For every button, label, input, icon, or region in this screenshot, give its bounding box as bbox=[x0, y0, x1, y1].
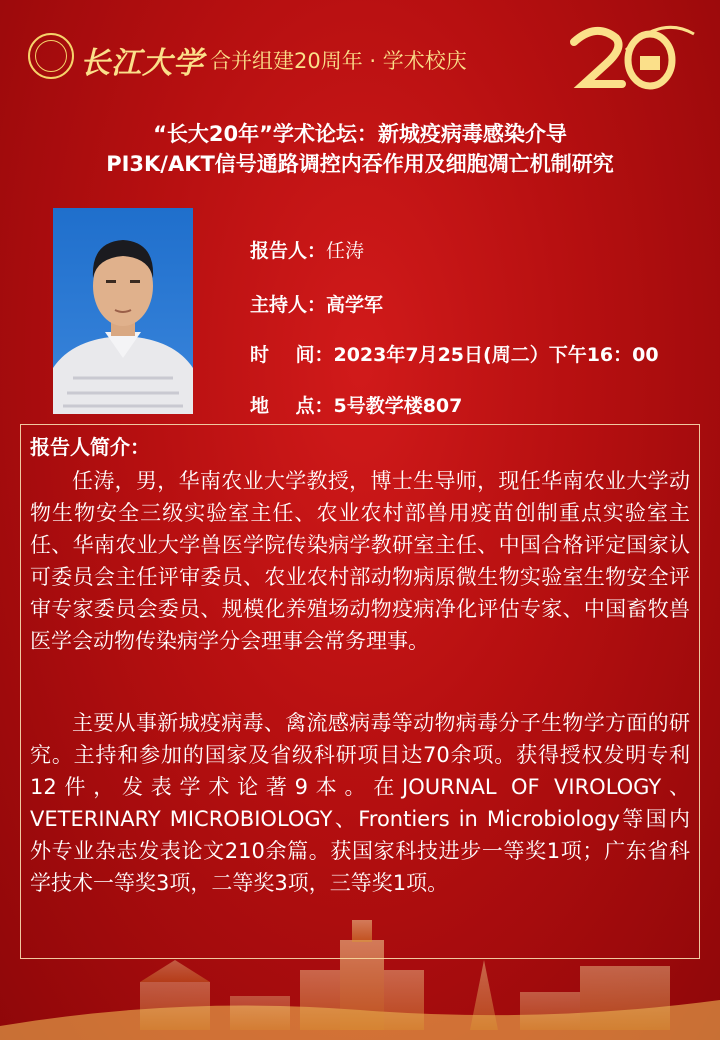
university-name: 长江大学 bbox=[80, 46, 204, 81]
university-seal-icon bbox=[28, 33, 74, 79]
time-row bbox=[250, 340, 659, 367]
host-value: 高学军 bbox=[326, 294, 384, 316]
place-label: 地 点： bbox=[250, 395, 334, 417]
host-label: 主持人： bbox=[250, 294, 327, 316]
place-value: 5号教学楼807 bbox=[333, 395, 463, 417]
intro-heading: 报告人简介： bbox=[30, 435, 150, 459]
campus-skyline-decoration bbox=[0, 900, 720, 1040]
reporter-value: 任涛 bbox=[326, 240, 365, 262]
intro-box bbox=[20, 424, 700, 959]
time-value: 2023年7月25日(周二）下午16：00 bbox=[333, 344, 659, 366]
title-line-1: “长大20年”学术论坛：新城疫病毒感染介导 bbox=[153, 122, 567, 146]
reporter-label: 报告人： bbox=[250, 240, 327, 262]
intro-paragraph-1: 任涛，男，华南农业大学教授，博士生导师，现任华南农业大学动物生物安全三级实验室主任、农业农村部兽用疫苗创制重点实验室主任、华南农业大学兽医学院传染病学教研室主任、中国合格评定国家认可委员会主任评审委员、农业农村部动物病原微生物实验室生物安全评审专家委员会委员、规模化养殖场动物疫病净化评估专家、中国畜牧兽医学会动物传染病学分会理事会常务理事。 bbox=[30, 469, 690, 653]
reporter-row bbox=[250, 236, 364, 263]
header bbox=[0, 0, 720, 100]
place-row bbox=[250, 391, 462, 418]
anniversary-20-logo bbox=[566, 20, 696, 94]
header-subtitle: 合并组建20周年 · 学术校庆 bbox=[210, 49, 467, 73]
reporter-photo bbox=[53, 208, 193, 414]
host-row bbox=[250, 290, 383, 317]
title-line-2: PI3K/AKT信号通路调控内吞作用及细胞凋亡机制研究 bbox=[106, 152, 614, 176]
intro-paragraph-2: 主要从事新城疫病毒、禽流感病毒等动物病毒分子生物学方面的研究。主持和参加的国家及省级科研项目达70余项。获得授权发明专利12件，发表学术论著9本。在JOURNAL OF VIROLOGY、VETERINARY MICROBIOLOGY、Frontiers in Microbiology等国内外专业杂志发表论文210余篇。获国家科技进步一等奖1项；广东省科学技术一等奖3项，二等奖3项，三等奖1项。 bbox=[30, 711, 690, 895]
time-label: 时 间： bbox=[250, 344, 334, 366]
